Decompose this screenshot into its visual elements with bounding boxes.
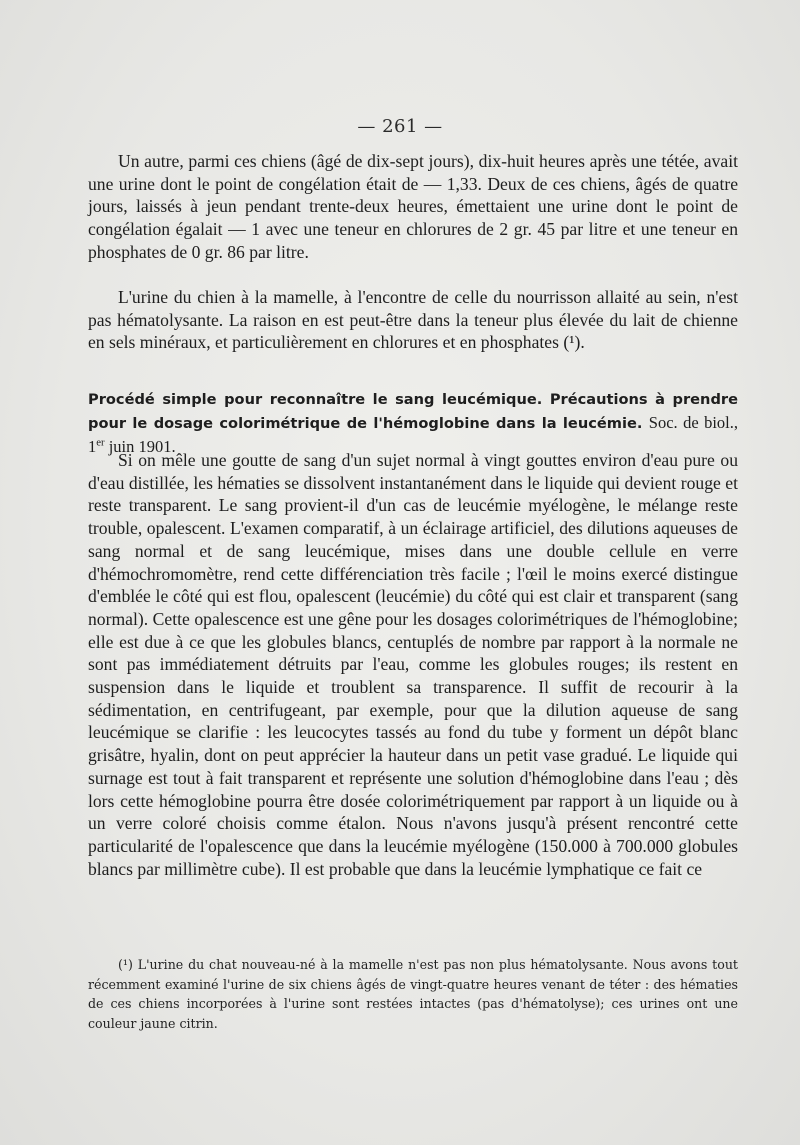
footnote-marker: (¹) (118, 957, 133, 972)
footnote (88, 955, 738, 1033)
footnote-text: L'urine du chat nouveau-né à la mamelle n'est pas non plus hématolysante. Nous avons tout récemment examiné l'urine de six chiens âgés de vingt-quatre heures venant de téter : des hématies de ces chiens incorporées à l'urine sont restées intactes (pas d'hématolyse); ces urines ont une couleur jaune citrin. (88, 957, 738, 1031)
paragraph-2-text: L'urine du chien à la mamelle, à l'encontre de celle du nourrisson allaité au sein, n'est pas hématolysante. La raison en est peut-être dans la teneur plus élevée du lait de chienne en sels minéraux, et particulièrement en chlorures et en phosphates (88, 287, 738, 353)
section-citation: Soc. de biol., 1er juin 1901. (88, 413, 738, 456)
paragraph-1: Un autre, parmi ces chiens (âgé de dix-sept jours), dix-huit heures après une tétée, avait une urine dont le point de congélation était de — 1,33. Deux de ces chiens, âgés de quatre jours, laissés à jeun pendant trente-deux heures, émettaient une urine dont le point de congélation égalait — 1 avec une teneur en chlorures de 2 gr. 45 par litre et une teneur en phosphates de 0 gr. 86 par litre. (88, 151, 738, 262)
page-number: — 261 — (357, 116, 443, 137)
paragraph-3: Si on mêle une goutte de sang d'un sujet normal à vingt gouttes environ d'eau pure ou d'eau distillée, les hématies se dissolvent instantanément dans le liquide qui devient rouge et reste transparent. Le sang provient-il d'un cas de leucémie myélogène, le mélange reste trouble, opalescent. L'examen comparatif, à un éclairage artificiel, des dilutions aqueuses de sang normal et de sang leucémique, mises dans une double cellule en verre d'hémochromomètre, rend cette différenciation très facile ; l'œil le moins exercé distingue d'emblée le côté qui est flou, opalescent (leucémie) du côté qui est clair et transparent (sang normal). Cette opalescence est une gêne pour les dosages colorimétriques de l'hémoglobine; elle est due à ce que les globules blancs, centuplés de nombre par rapport à la normale ne sont pas immédiatement détruits par l'eau, comme les globules rouges; ils restent en suspension dans le liquide et troublent sa transparence. Il suffit de recourir à la sédimentation, en centrifugeant, par exemple, pour que la dilution aqueuse de sang leucémique se clarifie : les leucocytes tassés au fond du tube y forment un dépôt blanc grisâtre, hyalin, dont on peut apprécier la hauteur dans un petit vase gradué. Le liquide qui surnage est tout à fait transparent et représente une solution d'hémoglobine dans l'eau ; dès lors cette hémoglobine pourra être dosée colorimétriquement par rapport à un liquide ou à un verre coloré choisis comme étalon. Nous n'avons jusqu'à présent rencontré cette particularité de l'opalescence que dans la leucémie myélogène (150.000 à 700.000 globules blancs par millimètre cube). Il est probable que dans la leucémie lymphatique ce fait ce (88, 450, 738, 879)
paragraph-2 (88, 286, 738, 354)
footnote-reference: (¹). (563, 332, 585, 353)
section-heading-title: Procédé simple pour reconnaître le sang leucémique. Précautions à prendre pour le dosage colorimétrique de l'hémoglobine dans la leucémie. (88, 391, 738, 432)
